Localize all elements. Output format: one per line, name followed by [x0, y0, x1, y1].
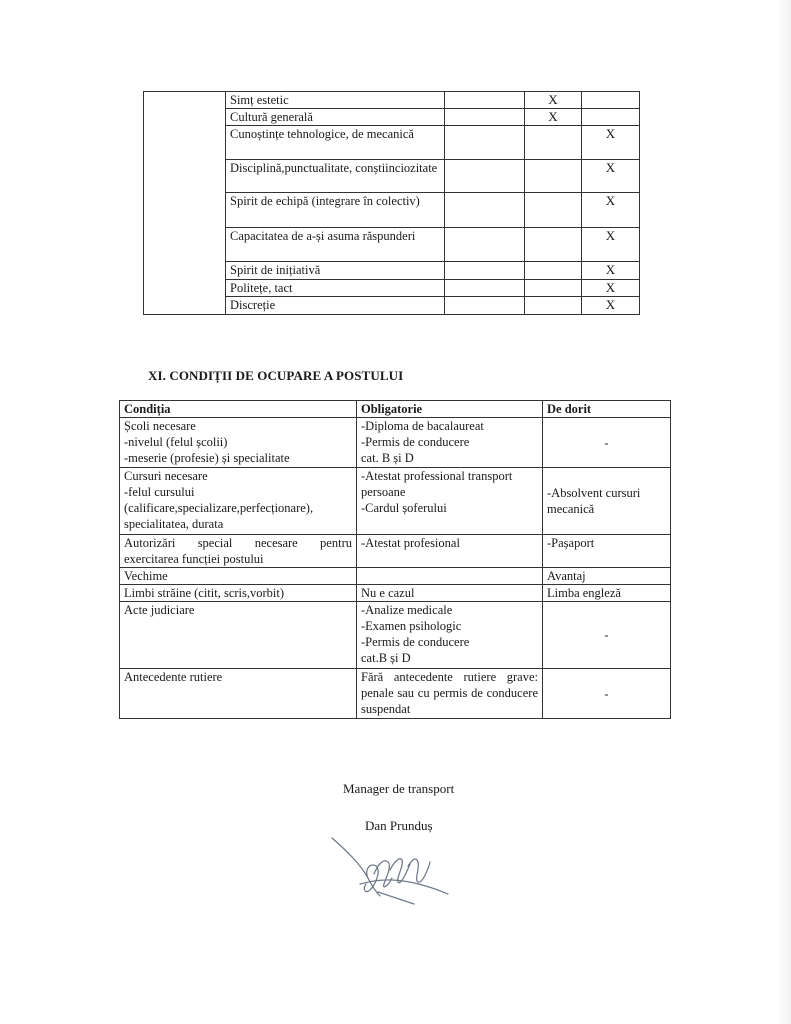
competency-label: Spirit de inițiativă	[226, 262, 445, 280]
mark-cell	[525, 193, 582, 228]
mark-cell	[445, 297, 525, 315]
mark-cell	[445, 92, 525, 109]
competencies-table	[143, 91, 640, 315]
mandatory-line: -Cardul șoferului	[361, 501, 447, 515]
mark-cell: X	[582, 126, 640, 160]
condition-line: -felul cursului	[124, 485, 195, 499]
table-row	[120, 602, 671, 669]
mandatory-line: -Diploma de bacalaureat	[361, 419, 484, 433]
column-header: De dorit	[543, 401, 671, 418]
mandatory-cell: -Atestat profesional	[357, 535, 543, 568]
mandatory-cell	[357, 468, 543, 535]
mark-cell	[582, 109, 640, 126]
condition-line: Școli necesare	[124, 419, 196, 433]
mandatory-line: -Analize medicale	[361, 603, 453, 617]
mark-cell	[525, 126, 582, 160]
mark-cell: X	[582, 280, 640, 297]
mandatory-cell: Fără antecedente rutiere grave: penale sau cu permis de conducere suspendat	[357, 669, 543, 719]
mark-cell: X	[582, 228, 640, 262]
mark-cell	[445, 126, 525, 160]
conditions-table	[119, 400, 671, 719]
condition-cell: Limbi străine (citit, scris,vorbit)	[120, 585, 357, 602]
desired-cell: Limba engleză	[543, 585, 671, 602]
condition-line: -meserie (profesie) și specialitate	[124, 451, 290, 465]
table-row	[120, 669, 671, 719]
desired-cell: -	[543, 669, 671, 719]
table-row	[120, 585, 671, 602]
competency-label: Spirit de echipă (integrare în colectiv)	[226, 193, 445, 228]
page-edge-shadow	[777, 0, 791, 1024]
mandatory-line: cat. B și D	[361, 451, 414, 465]
mark-cell	[525, 160, 582, 193]
table-header-row	[120, 401, 671, 418]
competency-label: Capacitatea de a-și asuma răspunderi	[226, 228, 445, 262]
section-heading: XI. CONDIȚII DE OCUPARE A POSTULUI	[148, 368, 404, 383]
condition-cell	[120, 468, 357, 535]
condition-cell: Autorizări special necesare pentru exercitarea funcției postului	[120, 535, 357, 568]
mark-cell	[525, 297, 582, 315]
condition-line: -nivelul (felul școlii)	[124, 435, 228, 449]
competency-label: Politețe, tact	[226, 280, 445, 297]
desired-cell: -	[543, 418, 671, 468]
group-cell	[144, 92, 226, 315]
column-header: Obligatorie	[357, 401, 543, 418]
mandatory-line: -Permis de conducere	[361, 435, 470, 449]
signatory-name: Dan Prunduș	[365, 818, 433, 833]
mark-cell: X	[525, 109, 582, 126]
condition-line: Cursuri necesare	[124, 469, 208, 483]
mandatory-line: cat.B și D	[361, 651, 411, 665]
competency-label: Cultură generală	[226, 109, 445, 126]
condition-cell: Antecedente rutiere	[120, 669, 357, 719]
mandatory-line: -Permis de conducere	[361, 635, 470, 649]
mark-cell	[445, 193, 525, 228]
mark-cell	[525, 280, 582, 297]
table-row	[120, 418, 671, 468]
competency-label: Cunoștințe tehnologice, de mecanică	[226, 126, 445, 160]
desired-cell: Avantaj	[543, 568, 671, 585]
condition-line: (calificare,specializare,perfecționare),	[124, 501, 314, 515]
mandatory-cell	[357, 418, 543, 468]
signatory-role: Manager de transport	[343, 781, 455, 796]
competency-label: Simț estetic	[226, 92, 445, 109]
condition-line: specialitatea, durata	[124, 517, 224, 531]
column-header: Condiția	[120, 401, 357, 418]
mark-cell	[445, 280, 525, 297]
mandatory-line: -Examen psihologic	[361, 619, 462, 633]
mandatory-line: -Atestat professional transport	[361, 469, 513, 483]
mark-cell: X	[582, 297, 640, 315]
mark-cell	[445, 109, 525, 126]
mark-cell	[445, 228, 525, 262]
mark-cell	[445, 262, 525, 280]
mark-cell	[582, 92, 640, 109]
mark-cell: X	[582, 262, 640, 280]
handwritten-signature	[330, 834, 450, 909]
mark-cell	[525, 262, 582, 280]
condition-cell	[120, 418, 357, 468]
table-row	[144, 92, 640, 109]
mark-cell	[445, 160, 525, 193]
mandatory-line: persoane	[361, 485, 406, 499]
competency-label: Disciplină,punctualitate, conștiinciozitate	[226, 160, 445, 193]
mark-cell	[525, 228, 582, 262]
mandatory-cell	[357, 602, 543, 669]
mark-cell: X	[582, 193, 640, 228]
desired-cell: -Pașaport	[543, 535, 671, 568]
table-row	[120, 535, 671, 568]
competency-label: Discreție	[226, 297, 445, 315]
condition-cell: Vechime	[120, 568, 357, 585]
desired-cell: -	[543, 602, 671, 669]
mark-cell: X	[582, 160, 640, 193]
condition-cell: Acte judiciare	[120, 602, 357, 669]
mark-cell: X	[525, 92, 582, 109]
table-row	[120, 468, 671, 535]
mandatory-cell: Nu e cazul	[357, 585, 543, 602]
table-row	[120, 568, 671, 585]
desired-cell: -Absolvent cursuri mecanică	[543, 468, 671, 535]
mandatory-cell	[357, 568, 543, 585]
